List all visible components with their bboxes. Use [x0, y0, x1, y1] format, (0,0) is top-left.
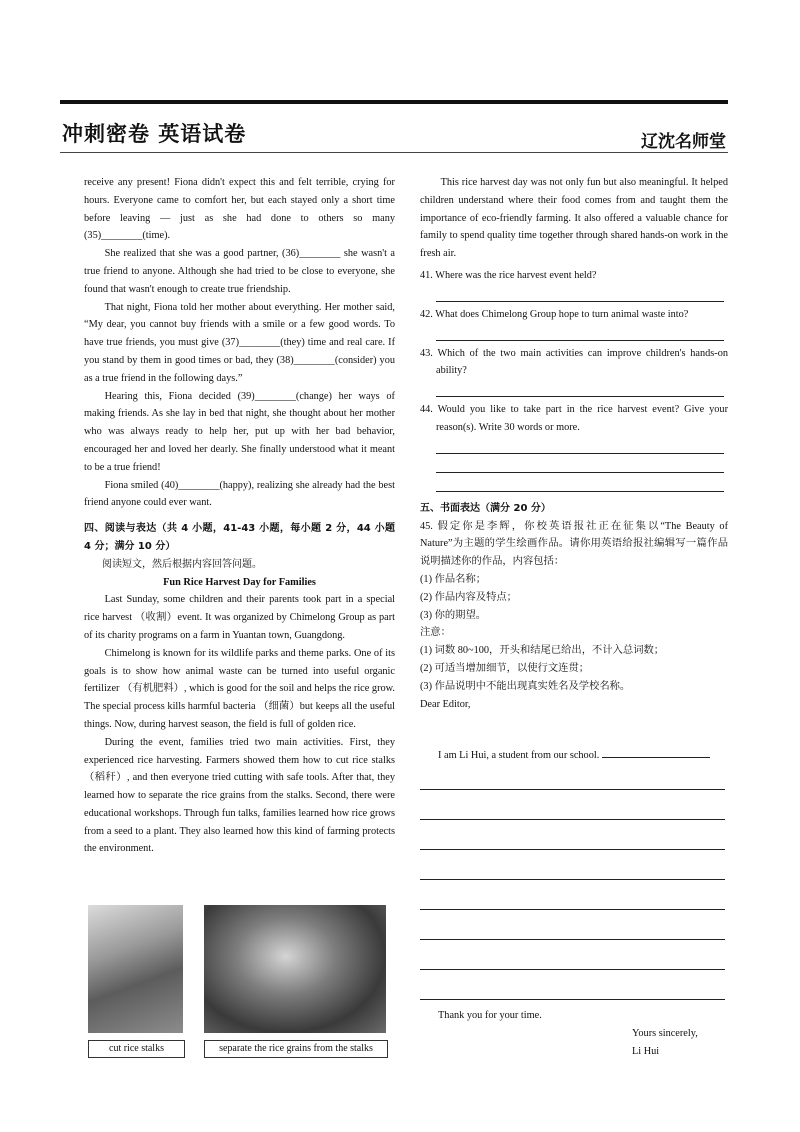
paragraph: Fiona smiled (40)________(happy), realizing she already had the best friend anyone could ever want.	[84, 479, 395, 509]
section-instruction: 阅读短文，然后根据内容回答问题。	[102, 558, 262, 570]
passage-title: Fun Rice Harvest Day for Families	[163, 576, 316, 588]
paragraph: Chimelong is known for its wildlife parks and theme parks. One of its goals is to show how animal waste can be turned into useful organic fertilizer （有机肥料）, which is good for the soil and helps the rice grow. The special process kills harmful bacteria （细菌）but keeps all the useful things. Now, during harvest season, the field is full of golden rice.	[84, 647, 395, 730]
writing-line[interactable]	[420, 970, 725, 1000]
photo-separating-grains	[204, 905, 386, 1033]
answer-line[interactable]	[436, 324, 724, 341]
right-column	[420, 174, 728, 713]
exam-title: 冲刺密卷 英语试卷	[62, 122, 247, 146]
header-divider	[60, 152, 728, 153]
photo-cutting-rice	[88, 905, 183, 1033]
paragraph: She realized that she was a good partner, (36)________ she wasn't a true friend to anyone. Although she had tried to be close to everyone, she found that wasn't enough to create true friendship.	[84, 248, 395, 295]
question-44: 44. Would you like to take part in the rice harvest event? Give your reason(s). Write 30 words or more.	[420, 404, 728, 433]
writing-line[interactable]	[420, 850, 725, 880]
paragraph: Last Sunday, some children and their parents took part in a special rice harvest （收割）event. It was organized by Chimelong Group as part of its charity programs on a farm in Yuantan town, Guangdong.	[84, 594, 395, 641]
answer-line[interactable]	[436, 437, 724, 454]
note: (1) 词数 80~100，开头和结尾已给出，不计入总词数；	[420, 645, 665, 657]
notes-label: 注意：	[420, 627, 451, 639]
writing-line[interactable]	[420, 760, 725, 790]
requirement: (2) 作品内容及特点；	[420, 591, 517, 603]
writing-line[interactable]	[420, 790, 725, 820]
writing-blank[interactable]	[602, 757, 710, 758]
requirement: (3) 你的期望。	[420, 609, 487, 621]
section-heading: 五、书面表达（满分 20 分）	[420, 502, 551, 514]
answer-line[interactable]	[436, 285, 724, 302]
letter-closing: Thank you for your time.	[438, 1010, 542, 1021]
paragraph: receive any present! Fiona didn't expect this and felt terrible, crying for hours. Everyone came to comfort her, but each stayed only a short time before leaving — just as she had done to others so many (35)________(time).	[84, 177, 395, 242]
paragraph: Hearing this, Fiona decided (39)________(change) her ways of making friends. As she lay in bed that night, she thought about her mother who was always ready to help her, put up with her bad behavior, encouraged her and loved her dearly. She finally understood what it meant to be a true friend!	[84, 390, 395, 473]
note: (3) 作品说明中不能出现真实姓名及学校名称。	[420, 680, 631, 692]
answer-line[interactable]	[436, 456, 724, 473]
note: (2) 可适当增加细节，以使行文连贯；	[420, 662, 590, 674]
publisher-name: 辽沈名师堂	[641, 132, 726, 152]
requirement: (1) 作品名称；	[420, 573, 487, 585]
question-43: 43. Which of the two main activities can improve children's hands-on ability?	[420, 347, 728, 377]
section-heading: 四、阅读与表达（共 4 小题，41-43 小题，每小题 2 分，44 小题 4 分；满分 10 分）	[84, 523, 395, 552]
left-column	[84, 174, 395, 858]
header-rule	[60, 100, 728, 104]
paragraph: That night, Fiona told her mother about everything. Her mother said, “My dear, you cannot buy friends with a smile or a few good words. To have true friends, you must give (37)________(they) time and real care. If you stand by them in good times or bad, they (38)________(consider) you as a true friend in the following days.”	[84, 301, 395, 384]
answer-line[interactable]	[436, 475, 724, 492]
sign-off: Yours sincerely,	[632, 1028, 698, 1039]
paragraph: This rice harvest day was not only fun but also meaningful. It helped children understand where their food comes from and taught them the importance of eco-friendly farming. It also offered a valuable chance for family to spend quality time together through shared hands-on work in the fresh air.	[420, 177, 728, 260]
writing-prompt: 45. 假定你是李辉，你校英语报社正在征集以“The Beauty of Nature”为主题的学生绘画作品。请你用英语给报社编辑写一篇作品说明描述你的作品，内容包括：	[420, 520, 728, 568]
photo-caption: separate the rice grains from the stalks	[204, 1040, 388, 1058]
signature: Li Hui	[632, 1046, 660, 1057]
writing-line[interactable]	[420, 880, 725, 910]
photo-caption: cut rice stalks	[88, 1040, 185, 1058]
salutation: Dear Editor,	[420, 698, 471, 710]
writing-area[interactable]	[420, 760, 725, 1000]
writing-line[interactable]	[420, 910, 725, 940]
question-41: 41. Where was the rice harvest event held?	[420, 269, 597, 281]
paragraph: During the event, families tried two main activities. First, they experienced rice harvesting. Farmers showed them how to cut rice stalks （稻秆）, and then everyone tried cutting with safe tools. After that, they learned how to separate the rice grains from the stalks. Second, there were educational workshops. Through fun talks, families learned how rice grows from a seed to a plant. They also learned how this kind of farming protects the environment.	[84, 736, 395, 855]
writing-line[interactable]	[420, 940, 725, 970]
question-42: 42. What does Chimelong Group hope to turn animal waste into?	[420, 308, 689, 320]
answer-line[interactable]	[436, 380, 724, 397]
photo-group	[88, 905, 386, 1057]
letter-opening: I am Li Hui, a student from our school.	[438, 750, 600, 761]
writing-line[interactable]	[420, 820, 725, 850]
